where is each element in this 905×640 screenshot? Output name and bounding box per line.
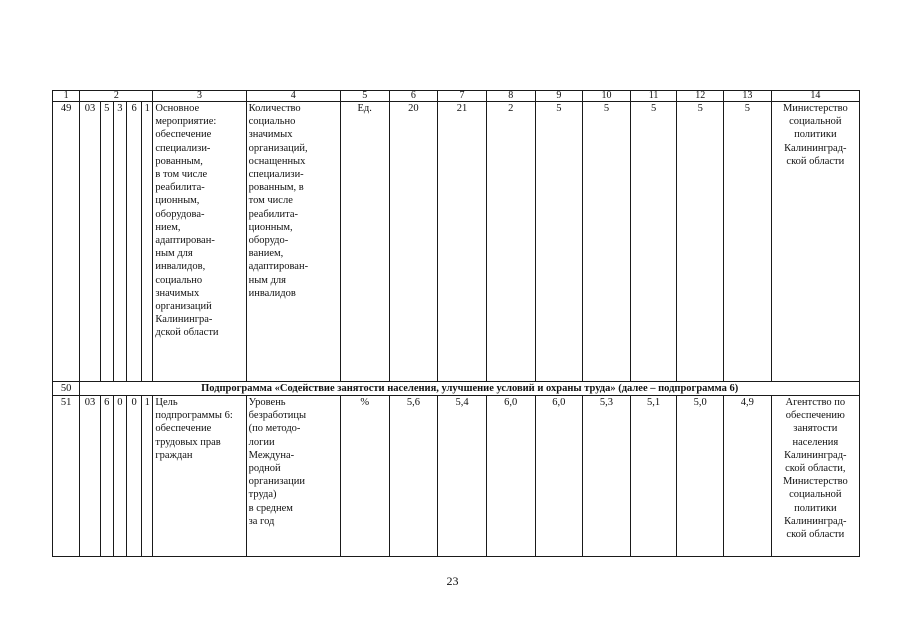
value-col-9: 6,0 [535,396,583,557]
subprogram-title: Подпрограмма «Содействие занятости населения, улучшение условий и охраны труда» (далее – подпрограмма 6) [80,382,860,396]
value-col-9: 5 [535,102,583,382]
activity-name: Цель подпрограммы 6: обеспечение трудовых прав граждан [153,396,246,557]
executor: Агентство по обеспечению занятости населения Калининград- ской области, Министерство социальной политики Калининград- ской области [771,396,859,557]
unit: % [340,396,389,557]
value-col-12: 5 [677,102,724,382]
page-number: 23 [446,574,459,588]
header-col-8: 8 [486,91,535,102]
table-row-50 [53,382,860,396]
code-part-2: 6 [100,396,113,557]
indicator-name: Уровень безработицы (по методо- логии Междуна- родной организации труда) в среднем за год [246,396,340,557]
table-row-51 [53,396,860,557]
value-col-11: 5,1 [630,396,677,557]
value-col-13: 4,9 [724,396,772,557]
value-col-10: 5,3 [583,396,631,557]
header-col-7: 7 [438,91,487,102]
activity-name: Основное мероприятие: обеспечение специализи- рованным, в том числе реабилита- ционным, оборудова- нием, адаптирован- ным для инвалидов, социально значимых организаций Калинингра- дской области [153,102,246,382]
header-col-1: 1 [53,91,80,102]
header-col-11: 11 [630,91,677,102]
indicator-name: Количество социально значимых организаций, оснащенных специализи- рованным, в том числе реабилита- ционным, оборудо- ванием, адаптирован- ным для инвалидов [246,102,340,382]
header-col-13: 13 [724,91,772,102]
value-col-7: 5,4 [438,396,487,557]
value-col-7: 21 [438,102,487,382]
header-col-10: 10 [583,91,631,102]
header-col-4: 4 [246,91,340,102]
code-part-1: 03 [80,102,100,382]
header-col-9: 9 [535,91,583,102]
unit: Ед. [340,102,389,382]
code-part-2: 5 [100,102,113,382]
indicators-table [52,90,860,557]
code-part-4: 6 [126,102,141,382]
value-col-11: 5 [630,102,677,382]
row-number: 50 [53,382,80,396]
value-col-12: 5,0 [677,396,724,557]
value-col-8: 2 [486,102,535,382]
code-part-4: 0 [126,396,141,557]
value-col-13: 5 [724,102,772,382]
value-col-6: 5,6 [389,396,438,557]
code-part-3: 3 [113,102,126,382]
header-col-2: 2 [80,91,153,102]
executor: Министерство социальной политики Калининград- ской области [771,102,859,382]
header-col-3: 3 [153,91,246,102]
code-part-3: 0 [113,396,126,557]
header-col-5: 5 [340,91,389,102]
header-col-12: 12 [677,91,724,102]
row-number: 49 [53,102,80,382]
code-part-1: 03 [80,396,100,557]
value-col-10: 5 [583,102,631,382]
value-col-6: 20 [389,102,438,382]
header-row [53,91,860,102]
code-part-5: 1 [142,396,153,557]
header-col-6: 6 [389,91,438,102]
header-col-14: 14 [771,91,859,102]
row-number: 51 [53,396,80,557]
code-part-5: 1 [142,102,153,382]
value-col-8: 6,0 [486,396,535,557]
table-row-49 [53,102,860,382]
